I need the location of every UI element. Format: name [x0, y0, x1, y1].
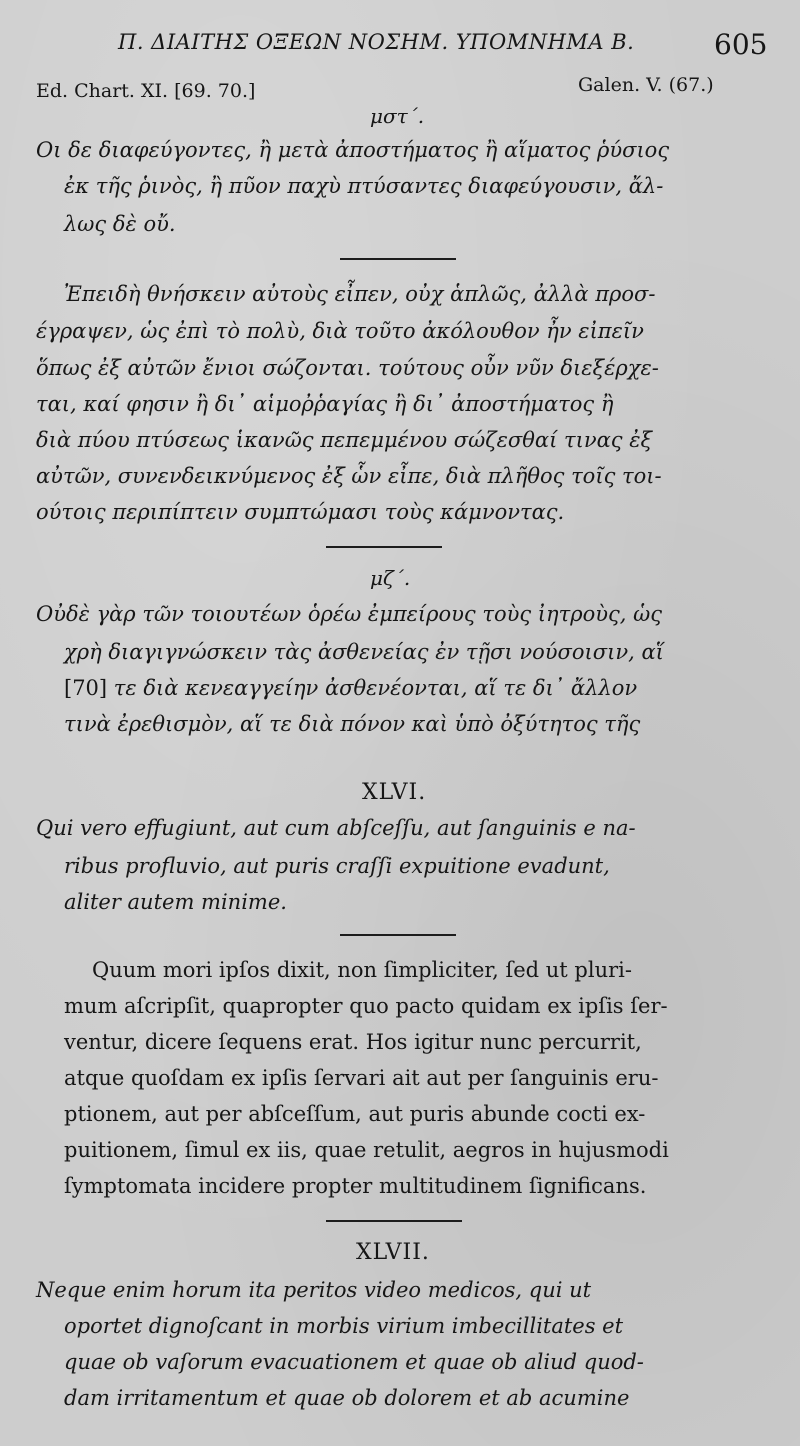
- commentary-line: αὐτῶν, συνενδεικνύμενος ἐξ ὧν εἶπε, διὰ πλῆθος τοῖς τοι-: [36, 464, 662, 488]
- galen-reference: Galen. V. (67.): [578, 74, 714, 96]
- section-divider: [340, 258, 456, 260]
- latin-commentary-line: puitionem, ſimul ex iis, quae retulit, aegros in hujusmodi: [64, 1138, 669, 1162]
- latin-aphorism-line: oportet dignoſcant in morbis virium imbecillitates et: [64, 1314, 624, 1338]
- section-number-greek-47: μζ΄.: [370, 566, 411, 590]
- section-number-latin-47: XLVII.: [356, 1240, 430, 1265]
- section-number-latin-46: XLVI.: [362, 780, 427, 805]
- commentary-line: ται, καί φησιν ἢ δι᾽ αἱμοῤῥαγίας ἢ δι᾽ ἀποστήματος ἢ: [36, 392, 614, 416]
- latin-commentary-line: ventur, dicere ſequens erat. Hos igitur nunc percurrit,: [64, 1030, 642, 1054]
- latin-commentary-line: ſymptomata incidere propter multitudinem ſignificans.: [64, 1174, 647, 1198]
- commentary-line: ούτοις περιπίπτειν συμπτώμασι τοὺς κάμνοντας.: [36, 500, 565, 524]
- section-divider: [326, 546, 442, 548]
- aphorism-line: Οι δε διαφεύγοντες, ἢ μετὰ ἀποστήματος ἢ αἵματος ῥύσιος: [36, 138, 670, 162]
- latin-commentary-line: Quum mori ipſos dixit, non ſimpliciter, ſed ut pluri-: [92, 958, 632, 982]
- commentary-line: έγραψεν, ὡς ἐπὶ τὸ πολὺ, διὰ τοῦτο ἀκόλουθον ἦν εἰπεῖν: [36, 319, 644, 343]
- latin-aphorism-line: dam irritamentum et quae ob dolorem et ab acumine: [64, 1386, 630, 1410]
- latin-commentary-line: ptionem, aut per abſceſſum, aut puris abunde cocti ex-: [64, 1102, 646, 1126]
- running-title: Π. ΔΙΑΙΤΗΣ ΟΞΕΩΝ ΝΟΣΗΜ. ΥΠΟΜΝΗΜΑ Β.: [118, 30, 635, 54]
- aphorism-line: [70] τε διὰ κενεαγγείην ἀσθενέονται, αἵ τε δι᾽ ἄλλον: [64, 676, 638, 700]
- edition-reference: Ed. Chart. XI. [69. 70.]: [36, 80, 256, 102]
- aphorism-line: ἐκ τῆς ῥινὸς, ἢ πῦον παχὺ πτύσαντες διαφεύγουσιν, ἄλ-: [64, 174, 664, 198]
- section-divider: [326, 1220, 462, 1222]
- latin-commentary-line: mum aſcripſit, quapropter quo pacto quidam ex ipſis ſer-: [64, 994, 668, 1018]
- section-divider: [340, 934, 456, 936]
- latin-aphorism-line: aliter autem minime.: [64, 890, 287, 914]
- commentary-line: ὅπως ἐξ αὐτῶν ἔνιοι σώζονται. τούτους οὖν νῦν διεξέρχε-: [36, 356, 659, 380]
- latin-aphorism-line: Qui vero effugiunt, aut cum abſceſſu, aut ſanguinis e na-: [36, 816, 636, 840]
- commentary-line: Ἐπειδὴ θνήσκειν αὐτοὺς εἶπεν, οὐχ ἁπλῶς, ἀλλὰ προσ-: [64, 282, 656, 306]
- latin-aphorism-line: Neque enim horum ita peritos video medicos, qui ut: [36, 1278, 592, 1302]
- page-number: 605: [714, 28, 768, 61]
- aphorism-line: Οὐδὲ γὰρ τῶν τοιουτέων ὁρέω ἐμπείρους τοὺς ἰητροὺς, ὡς: [36, 602, 662, 626]
- aphorism-line: τινὰ ἐρεθισμὸν, αἵ τε διὰ πόνον καὶ ὑπὸ ὀξύτητος τῆς: [64, 712, 641, 736]
- page-reference: [70]: [64, 676, 108, 700]
- aphorism-line: λως δὲ οὔ.: [64, 212, 176, 236]
- commentary-line: διὰ πύου πτύσεως ἱκανῶς πεπεμμένου σώζεσθαί τινας ἐξ: [36, 428, 653, 452]
- section-number-greek-46: μστ΄.: [370, 104, 425, 128]
- latin-commentary-line: atque quoſdam ex ipſis ſervari ait aut per ſanguinis eru-: [64, 1066, 659, 1090]
- aphorism-line: χρὴ διαγιγνώσκειν τὰς ἀσθενείας ἐν τῇσι νούσοισιν, αἵ: [64, 640, 664, 664]
- latin-aphorism-line: ribus profluvio, aut puris craſſi expuitione evadunt,: [64, 854, 610, 878]
- latin-aphorism-line: quae ob vaſorum evacuationem et quae ob aliud quod-: [64, 1350, 644, 1374]
